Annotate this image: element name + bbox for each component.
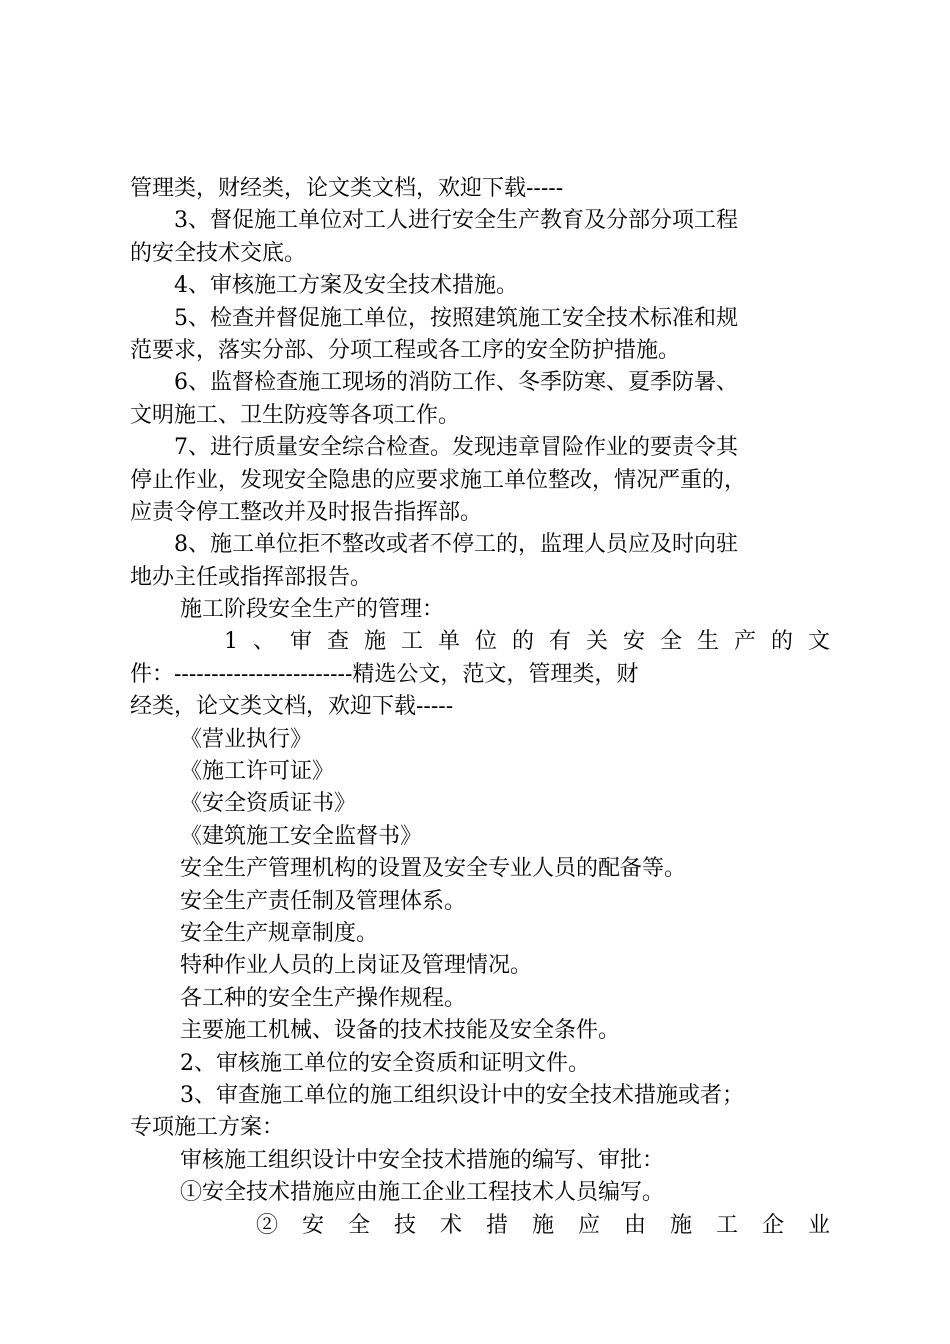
text-line-33: ②安全技术措施应由施工企业 bbox=[256, 1212, 830, 1238]
text-line-12: 8、施工单位拒不整改或者不停工的，监理人员应及时向驻 bbox=[174, 532, 738, 558]
text-line-21: 《建筑施工安全监督书》 bbox=[180, 823, 423, 849]
text-line-16: 件：------------------------精选公文，范文，管理类，财 bbox=[130, 661, 639, 687]
text-line-28: 2、审核施工单位的安全资质和证明文件。 bbox=[180, 1050, 590, 1076]
text-line-15: 1、审查施工单位的有关安全生产的文 bbox=[224, 629, 830, 655]
text-line-23: 安全生产责任制及管理体系。 bbox=[180, 888, 467, 914]
text-line-7: 6、监督检查施工现场的消防工作、冬季防寒、夏季防暑、 bbox=[174, 370, 738, 396]
text-line-31: 审核施工组织设计中安全技术措施的编写、审批： bbox=[180, 1147, 665, 1173]
text-line-20: 《安全资质证书》 bbox=[180, 791, 357, 817]
document-body bbox=[130, 173, 830, 1242]
text-line-30: 专项施工方案： bbox=[130, 1115, 285, 1141]
text-line-8: 文明施工、卫生防疫等各项工作。 bbox=[130, 402, 461, 428]
text-line-13: 地办主任或指挥部报告。 bbox=[130, 564, 373, 590]
text-line-19: 《施工许可证》 bbox=[180, 759, 335, 785]
text-line-26: 各工种的安全生产操作规程。 bbox=[180, 985, 467, 1011]
text-line-9: 7、进行质量安全综合检查。发现违章冒险作业的要责令其 bbox=[174, 435, 738, 461]
text-line-32: ①安全技术措施应由施工企业工程技术人员编写。 bbox=[180, 1180, 665, 1206]
text-line-4: 4、审核施工方案及安全技术措施。 bbox=[174, 273, 518, 299]
text-line-22: 安全生产管理机构的设置及安全专业人员的配备等。 bbox=[180, 856, 687, 882]
text-line-27: 主要施工机械、设备的技术技能及安全条件。 bbox=[180, 1018, 621, 1044]
text-line-29: 3、审查施工单位的施工组织设计中的安全技术措施或者； bbox=[180, 1082, 744, 1108]
text-line-3: 的安全技术交底。 bbox=[130, 240, 307, 266]
text-line-14: 施工阶段安全生产的管理： bbox=[180, 597, 445, 623]
text-line-24: 安全生产规章制度。 bbox=[180, 920, 379, 946]
text-line-17: 经类，论文类文档，欢迎下载----- bbox=[130, 694, 454, 720]
text-line-11: 应责令停工整改并及时报告指挥部。 bbox=[130, 499, 483, 525]
text-line-6: 范要求，落实分部、分项工程或各工序的安全防护措施。 bbox=[130, 337, 681, 363]
text-line-10: 停止作业，发现安全隐患的应要求施工单位整改，情况严重的， bbox=[130, 467, 747, 493]
text-line-25: 特种作业人员的上岗证及管理情况。 bbox=[180, 953, 533, 979]
text-line-18: 《营业执行》 bbox=[180, 726, 313, 752]
text-line-5: 5、检查并督促施工单位，按照建筑施工安全技术标准和规 bbox=[174, 305, 738, 331]
text-line-2: 3、督促施工单位对工人进行安全生产教育及分部分项工程 bbox=[174, 208, 738, 234]
text-line-1: 管理类，财经类，论文类文档，欢迎下载----- bbox=[130, 176, 564, 201]
